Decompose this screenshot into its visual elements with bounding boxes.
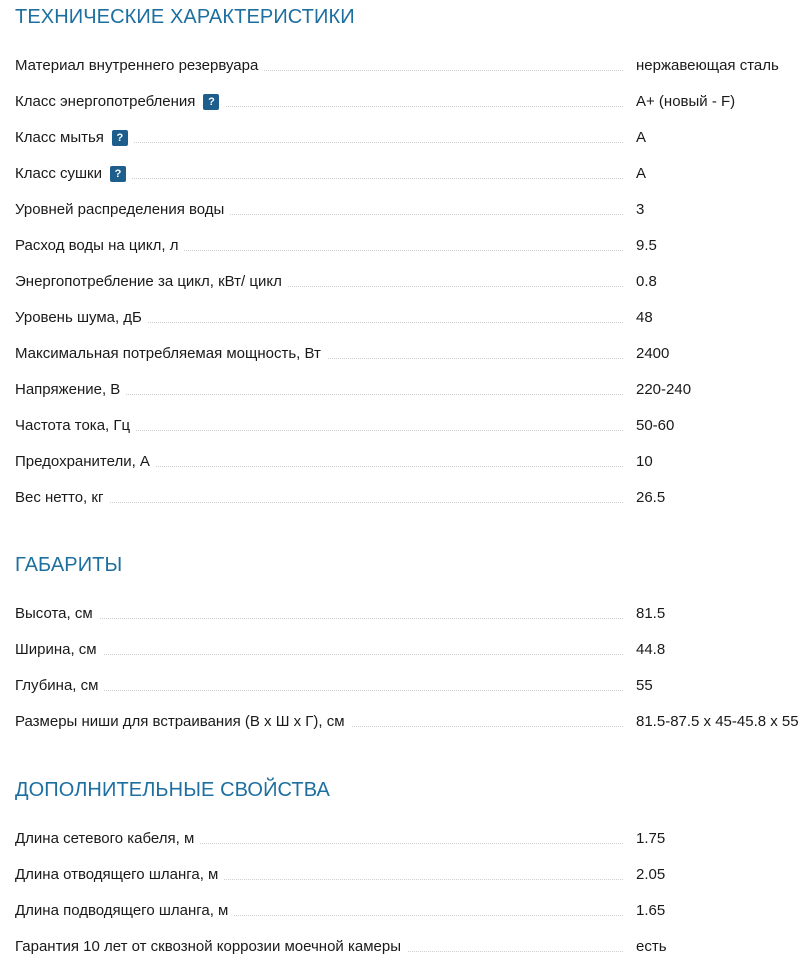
dotted-leader <box>15 690 623 691</box>
spec-label <box>15 929 407 965</box>
section-title: ТЕХНИЧЕСКИЕ ХАРАКТЕРИСТИКИ <box>15 6 355 28</box>
spec-row <box>0 192 810 228</box>
spec-label <box>15 336 327 372</box>
spec-label-text: Уровней распределения воды <box>15 201 225 218</box>
spec-label-text: Размеры ниши для встраивания (В x Ш x Г), см <box>15 713 345 730</box>
spec-value: 1.65 <box>636 902 666 919</box>
spec-row <box>0 408 810 444</box>
spec-value: 55 <box>636 677 653 694</box>
spec-value: 10 <box>636 453 653 470</box>
section-dimensions <box>0 548 810 582</box>
spec-row <box>0 857 810 893</box>
spec-row <box>0 336 810 372</box>
spec-label <box>15 156 132 192</box>
spec-label-text: Высота, см <box>15 605 93 622</box>
spec-label <box>15 704 351 740</box>
spec-row <box>0 929 810 965</box>
spec-value: 2400 <box>636 345 670 362</box>
spec-label <box>15 228 184 264</box>
spec-value: 44.8 <box>636 641 666 658</box>
spec-label <box>15 48 264 84</box>
spec-label <box>15 444 156 480</box>
spec-label <box>15 264 288 300</box>
spec-value: 9.5 <box>636 237 657 254</box>
spec-value: 1.75 <box>636 830 666 847</box>
spec-row <box>0 228 810 264</box>
spec-label-text: Частота тока, Гц <box>15 417 131 434</box>
spec-label <box>15 668 104 704</box>
spec-row <box>0 632 810 668</box>
spec-row <box>0 120 810 156</box>
spec-value: A <box>636 165 647 182</box>
spec-value: 3 <box>636 201 645 218</box>
spec-row <box>0 596 810 632</box>
spec-value: 2.05 <box>636 866 666 883</box>
spec-value: A+ (новый - F) <box>636 93 736 110</box>
spec-label <box>15 192 230 228</box>
spec-label <box>15 120 134 156</box>
spec-row <box>0 444 810 480</box>
spec-value: 81.5 <box>636 605 666 622</box>
spec-value: 220-240 <box>636 381 692 398</box>
spec-label-text: Расход воды на цикл, л <box>15 237 179 254</box>
spec-label-text: Класс мытья <box>15 129 104 146</box>
spec-label-text: Класс сушки <box>15 165 102 182</box>
spec-row <box>0 480 810 516</box>
spec-value: есть <box>636 938 667 955</box>
spec-row <box>0 300 810 336</box>
spec-row <box>0 264 810 300</box>
spec-label-text: Глубина, см <box>15 677 99 694</box>
section-title: ДОПОЛНИТЕЛЬНЫЕ СВОЙСТВА <box>15 779 330 801</box>
spec-label-text: Длина подводящего шланга, м <box>15 902 229 919</box>
spec-row <box>0 704 810 740</box>
spec-label <box>15 300 148 336</box>
spec-row <box>0 893 810 929</box>
spec-value: 26.5 <box>636 489 666 506</box>
spec-label-text: Длина сетевого кабеля, м <box>15 830 195 847</box>
section-additional <box>0 773 810 807</box>
spec-label-text: Длина отводящего шланга, м <box>15 866 219 883</box>
spec-value: нержавеющая сталь <box>636 57 779 74</box>
spec-label-text: Ширина, см <box>15 641 97 658</box>
spec-row <box>0 48 810 84</box>
question-icon[interactable]: ? <box>110 166 126 182</box>
spec-label-text: Энергопотребление за цикл, кВт/ цикл <box>15 273 282 290</box>
spec-value: 81.5-87.5 x 45-45.8 x 55 <box>636 713 799 730</box>
spec-label <box>15 821 200 857</box>
spec-value: A <box>636 129 647 146</box>
question-icon[interactable]: ? <box>112 130 128 146</box>
spec-row <box>0 84 810 120</box>
spec-label-text: Класс энергопотребления <box>15 93 196 110</box>
spec-row <box>0 668 810 704</box>
spec-value: 48 <box>636 309 653 326</box>
spec-value: 50-60 <box>636 417 675 434</box>
spec-value: 0.8 <box>636 273 657 290</box>
rows-technical <box>0 48 810 516</box>
spec-label-text: Вес нетто, кг <box>15 489 104 506</box>
spec-label-text: Максимальная потребляемая мощность, Вт <box>15 345 321 362</box>
spec-row <box>0 372 810 408</box>
spec-label <box>15 372 126 408</box>
dotted-leader <box>15 654 623 655</box>
question-icon[interactable]: ? <box>203 94 219 110</box>
spec-label-text: Материал внутреннего резервуара <box>15 57 259 74</box>
section-technical <box>0 0 810 34</box>
spec-label-text: Гарантия 10 лет от сквозной коррозии моечной камеры <box>15 938 401 955</box>
spec-label <box>15 480 109 516</box>
spec-label <box>15 408 136 444</box>
dotted-leader <box>15 618 623 619</box>
rows-additional <box>0 821 810 965</box>
spec-label-text: Напряжение, В <box>15 381 121 398</box>
spec-label <box>15 84 225 120</box>
spec-label-text: Уровень шума, дБ <box>15 309 142 326</box>
spec-label <box>15 893 234 929</box>
spec-label-text: Предохранители, А <box>15 453 150 470</box>
spec-row <box>0 821 810 857</box>
section-title: ГАБАРИТЫ <box>15 554 123 576</box>
rows-dimensions <box>0 596 810 740</box>
spec-row <box>0 156 810 192</box>
spec-label <box>15 596 99 632</box>
spec-label <box>15 857 224 893</box>
spec-label <box>15 632 103 668</box>
